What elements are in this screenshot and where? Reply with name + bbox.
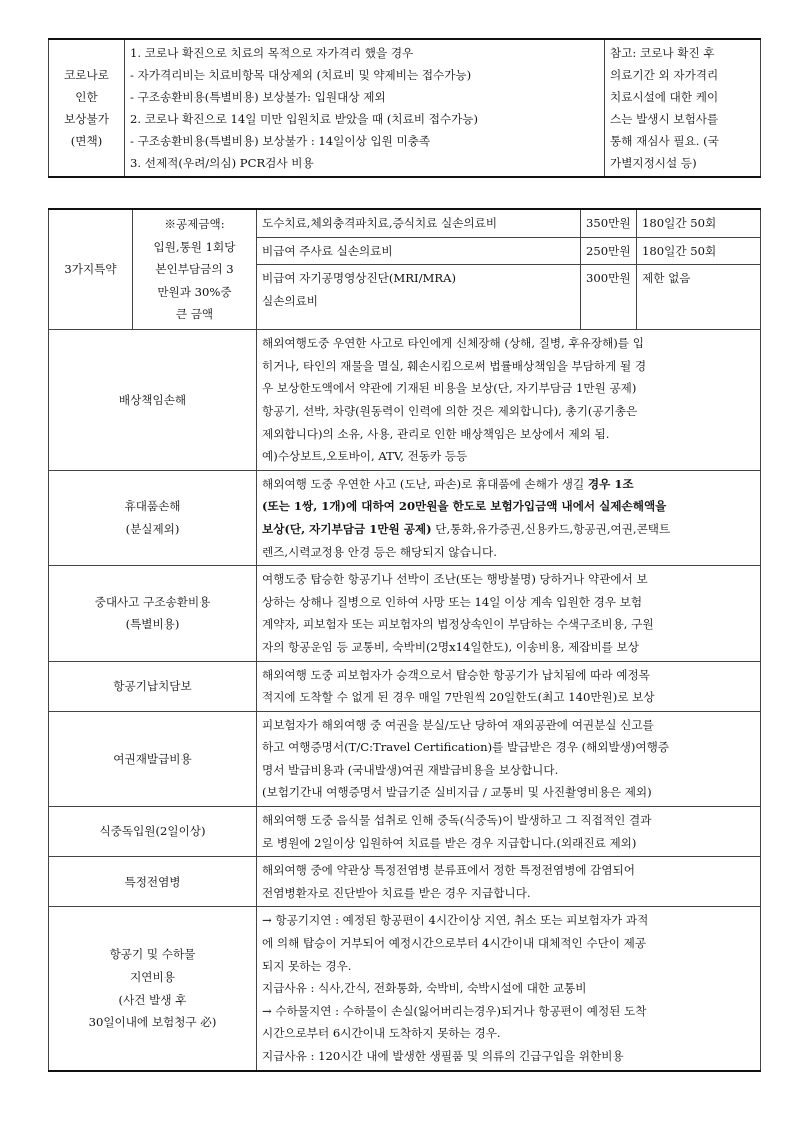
special-limit: 180일간 50회	[637, 237, 761, 265]
covid-exclusion-table	[48, 38, 761, 178]
table-row	[49, 566, 761, 661]
deductible-note: ※공제금액: 입원,통원 1회당 본인부담금의 3 만원과 30%중 큰 금액	[133, 209, 257, 330]
table-row	[49, 857, 761, 907]
covid-label: 코로나로 인한 보상불가 (면책)	[49, 39, 125, 177]
disease-label: 특정전염병	[49, 857, 257, 907]
special-limit: 180일간 50회	[637, 209, 761, 237]
food-desc: 해외여행 도중 음식물 섭취로 인해 중독(식중독)이 발생하고 그 직접적인 결과 로 병원에 2일이상 입원하여 치료를 받은 경우 지급합니다.(외래진료 제외)	[257, 807, 761, 857]
table-row	[49, 907, 761, 1071]
food-label: 식중독입원(2일이상)	[49, 807, 257, 857]
special-amount: 350만원	[581, 209, 637, 237]
table-row	[49, 330, 761, 471]
passport-desc: 피보험자가 해외여행 중 여권을 분실/도난 당하여 재외공관에 여권분실 신고를 하고 여행증명서(T/C:Travel Certification)를 발급받은 경우 (해외발생)여행증 명서 발급비용과 (국내발생)여권 재발급비용을 보상합니다. (보험기간내 여행증명서 발급기준 실비지급 / 교통비 및 사진촬영비용은 제외)	[257, 711, 761, 806]
table-row	[49, 711, 761, 806]
list-item: - 자가격리비는 치료비항목 대상제외 (치료비 및 약제비는 접수가능)	[130, 68, 472, 82]
rescue-label: 중대사고 구조송환비용 (특별비용)	[49, 566, 257, 661]
delay-desc: → 항공기지연 : 예정된 항공편이 4시간이상 지연, 취소 또는 피보험자가 과적 에 의해 탑승이 거부되어 예정시간으로부터 4시간이내 대체적인 수단이 제공 되지 못하는 경우. 지급사유 : 식사,간식, 전화통화, 숙박비, 숙박시설에 대한 교통비 → 수하물지연 : 수하물이 손실(잃어버리는경우)되거나 항공편이 예정된 도착 시간으로부터 6시간이내 도착하지 못하는 경우. 지급사유 : 120시간 내에 발생한 생필품 및 의류의 긴급구입을 위한비용	[257, 907, 761, 1071]
table-row	[49, 470, 761, 565]
covid-note: 참고: 코로나 확진 후 의료기간 외 자가격리 치료시설에 대한 케이 스는 발생시 보험사를 통해 재심사 필요. (국 가별지정시설 등)	[605, 39, 761, 177]
table-row	[49, 209, 761, 237]
list-item: 3. 선제적(우려/의심) PCR검사 비용	[130, 156, 314, 170]
table-row	[49, 661, 761, 711]
list-item: - 구조송환비용(특별비용) 보상불가: 입원대상 제외	[130, 90, 386, 104]
belongings-label: 휴대품손해 (분실제외)	[49, 470, 257, 565]
covid-items	[125, 39, 605, 177]
belongings-desc: 해외여행 도중 우연한 사고 (도난, 파손)로 휴대품에 손해가 생길 경우 1조 (또는 1쌍, 1개)에 대하여 20만원을 한도로 보험가입금액 내에서 실제손해액을 보상(단, 자기부담금 1만원 공제) 단,통화,유가증권,신용카드,항공권,여권,콘택트 렌즈,시력교정용 안경 등은 해당되지 않습니다.	[257, 470, 761, 565]
liability-desc: 해외여행도중 우연한 사고로 타인에게 신체장해 (상해, 질병, 후유장해)를 입 히거나, 타인의 재물을 멸실, 훼손시킴으로써 법률배상책임을 부담하게 될 경 우 보상한도액에서 약관에 기재된 비용을 보상(단, 자기부담금 1만원 공제) 항공기, 선박, 차량(원동력이 인력에 의한 것은 제외합니다), 총기(공기총은 제외합니다)의 소유, 사용, 관리로 인한 배상책임은 보상에서 제외 됨. 예)수상보트,오토바이, ATV, 전동카 등등	[257, 330, 761, 471]
delay-label: 항공기 및 수하물 지연비용 (사건 발생 후 30일이내에 보험청구 必)	[49, 907, 257, 1071]
coverage-table	[48, 208, 761, 1072]
special-limit: 제한 없음	[637, 265, 761, 330]
list-item: 1. 코로나 확진으로 치료의 목적으로 자가격리 했을 경우	[130, 46, 414, 60]
hijack-desc: 해외여행 도중 피보험자가 승객으로서 탑승한 항공기가 납치됨에 따라 예정목 적지에 도착할 수 없게 된 경우 매일 7만원씩 20일한도(최고 140만원)로 보상	[257, 661, 761, 711]
disease-desc: 해외여행 중에 약관상 특정전염병 분류표에서 정한 특정전염병에 감염되어 전염병환자로 진단받아 치료를 받은 경우 지급합니다.	[257, 857, 761, 907]
special-amount: 250만원	[581, 237, 637, 265]
hijack-label: 항공기납치담보	[49, 661, 257, 711]
special-desc: 비급여 주사료 실손의료비	[257, 237, 581, 265]
rescue-desc: 여행도중 탑승한 항공기나 선박이 조난(또는 행방불명) 당하거나 약관에서 보 상하는 상해나 질병으로 인하여 사망 또는 14일 이상 계속 입원한 경우 보험 계약자, 피보험자 또는 피보험자의 법정상속인이 부담하는 수색구조비용, 구원 자의 항공운임 등 교통비, 숙박비(2명x14일한도), 이송비용, 제잡비를 보상	[257, 566, 761, 661]
passport-label: 여권재발급비용	[49, 711, 257, 806]
list-item: 2. 코로나 확진으로 14일 미만 입원치료 받았을 때 (치료비 접수가능)	[130, 112, 479, 126]
list-item: - 구조송환비용(특별비용) 보상불가 : 14일이상 입원 미충족	[130, 134, 431, 148]
special-desc: 도수치료,체외충격파치료,증식치료 실손의료비	[257, 209, 581, 237]
covid-row	[49, 39, 761, 177]
special-amount: 300만원	[581, 265, 637, 330]
special-desc: 비급여 자기공명영상진단(MRI/MRA) 실손의료비	[257, 265, 581, 330]
table-row	[49, 807, 761, 857]
liability-label: 배상책임손해	[49, 330, 257, 471]
special-label: 3가지특약	[49, 209, 133, 330]
